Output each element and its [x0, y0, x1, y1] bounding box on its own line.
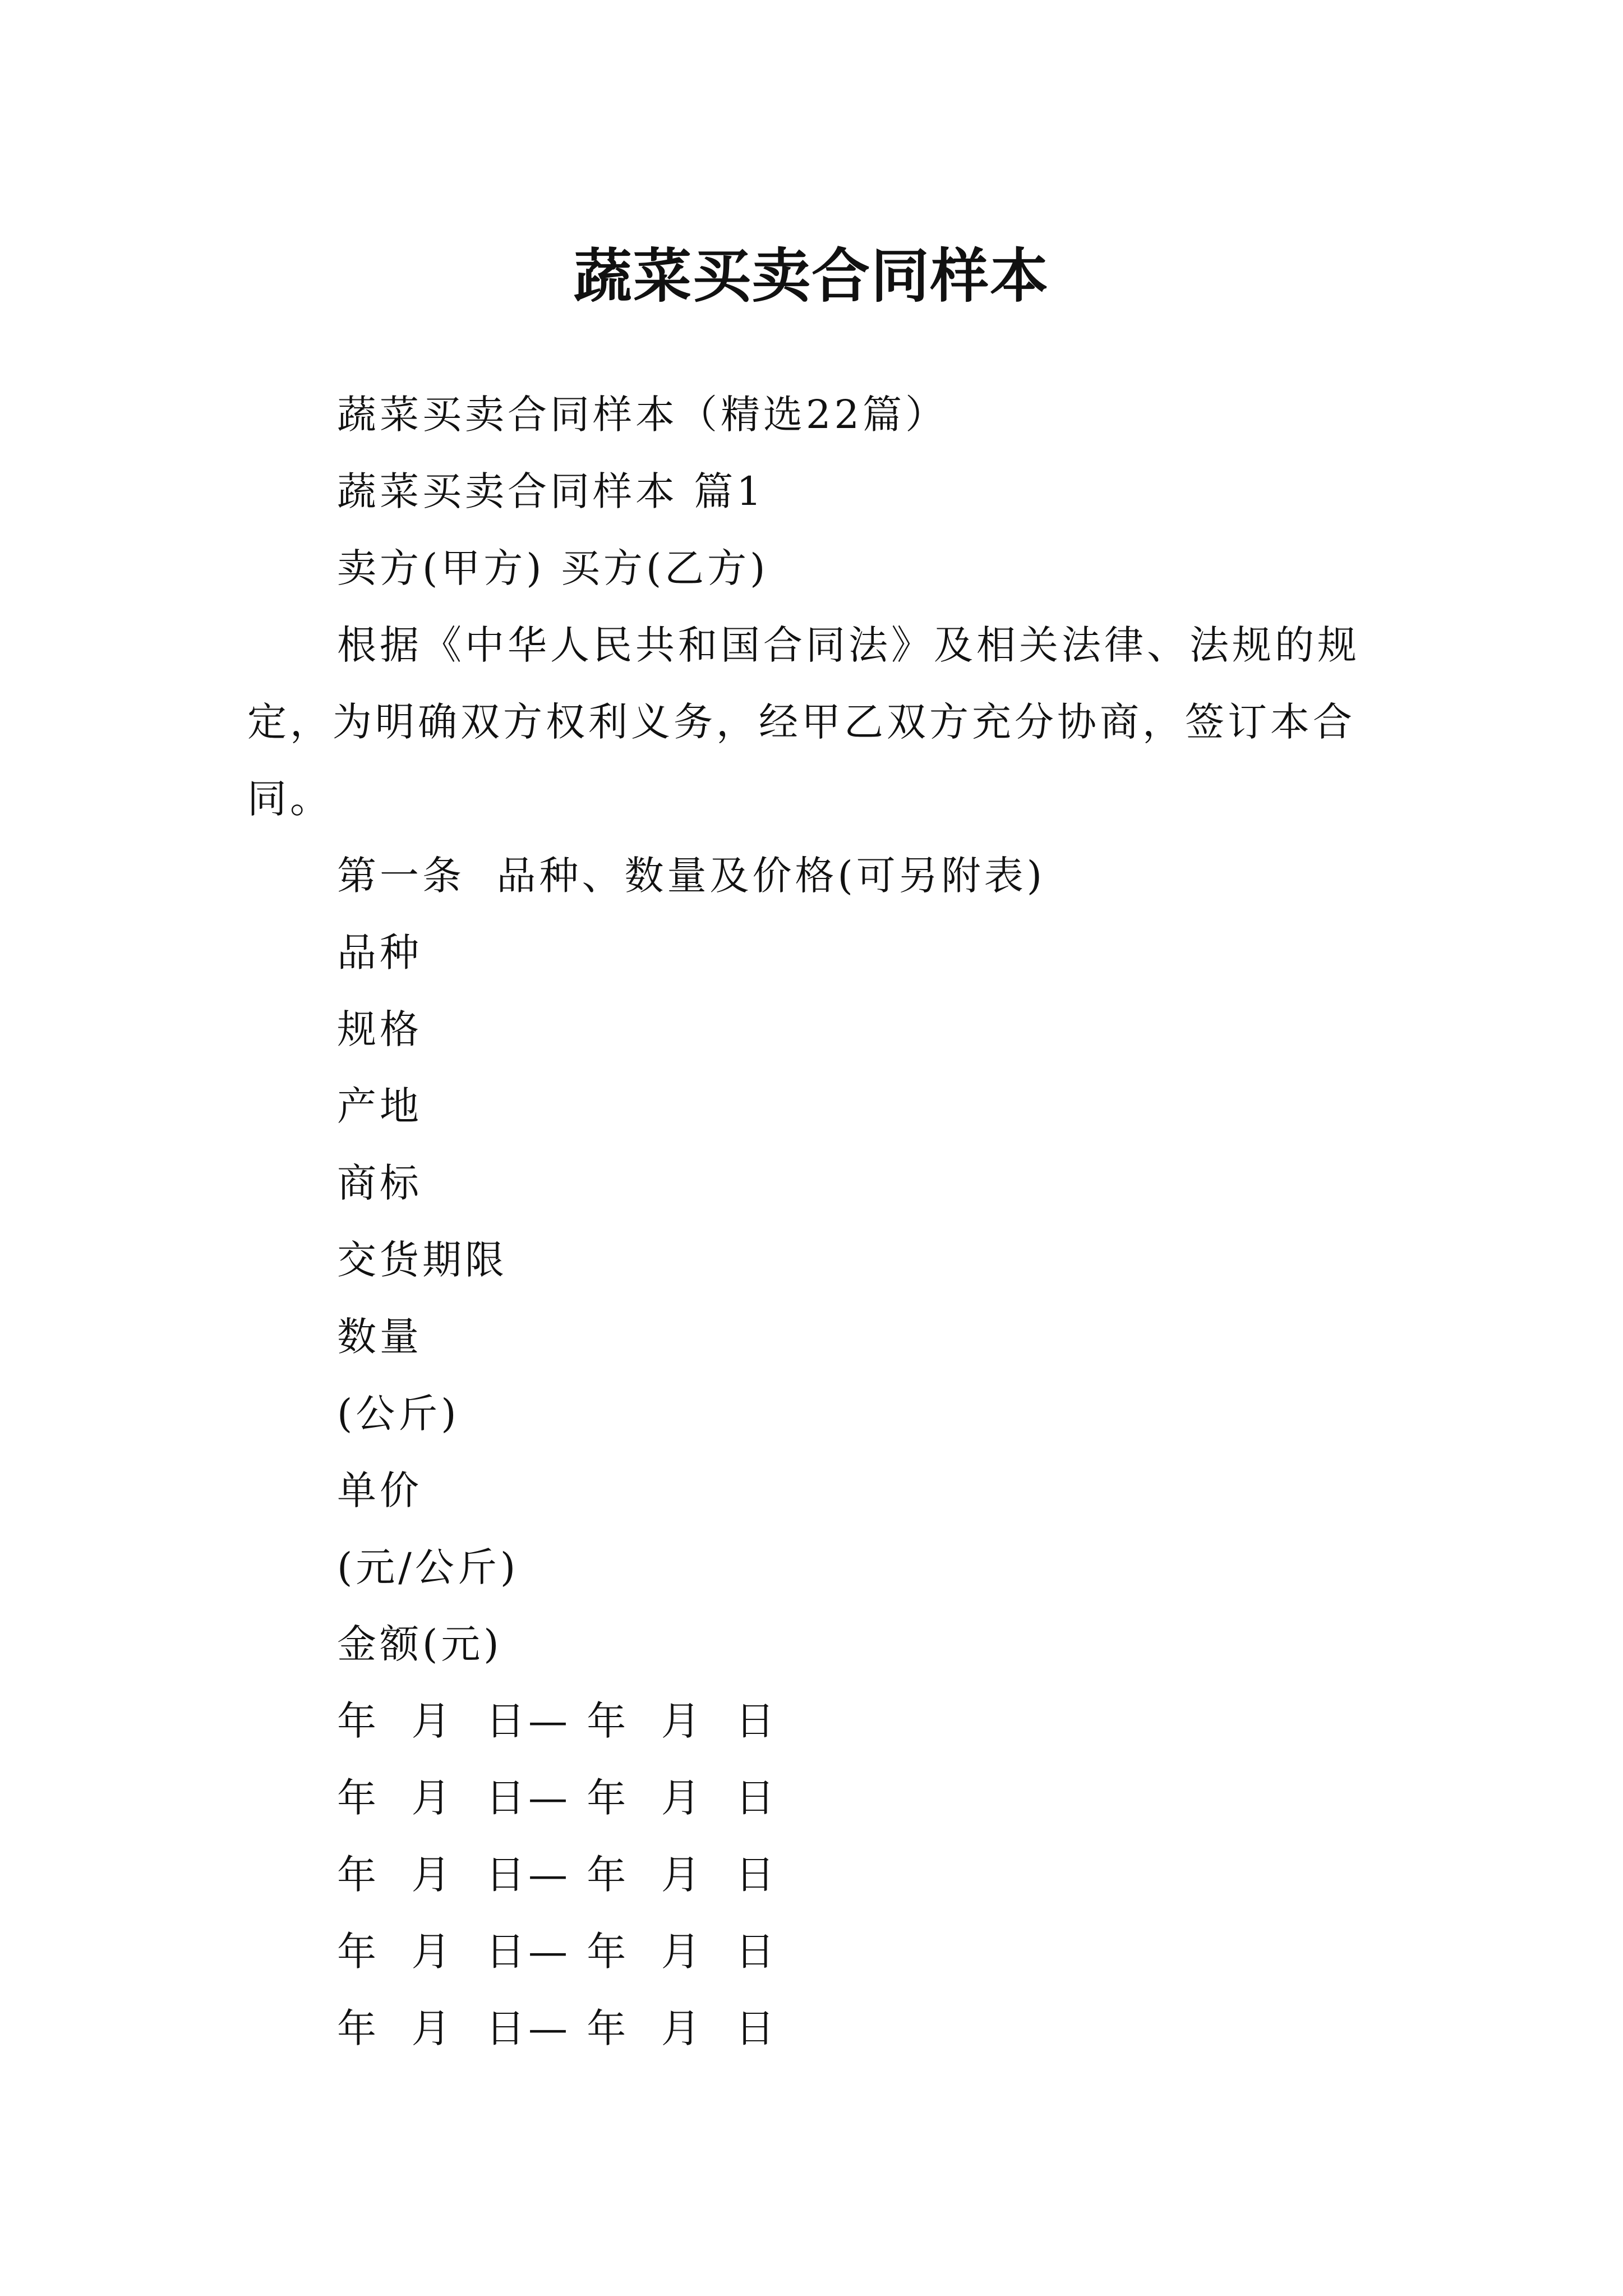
section-heading: 蔬菜买卖合同样本 篇1 [337, 468, 765, 514]
field-trademark: 商标 [337, 1160, 422, 1206]
date-range-line: 年 月 日— 年 月 日 [337, 1852, 778, 1898]
field-unit-price: 单价 [337, 1467, 422, 1513]
date-range-line: 年 月 日— 年 月 日 [337, 1929, 778, 1975]
field-delivery-period: 交货期限 [337, 1237, 508, 1283]
date-range-line: 年 月 日— 年 月 日 [337, 1698, 778, 1744]
preamble-paragraph: 根据《中华人民共和国合同法》及相关法律、法规的规定，为明确双方权利义务，经甲乙双方充分协商，签订本合同。 [247, 622, 1360, 822]
date-range-line: 年 月 日— 年 月 日 [337, 1775, 778, 1821]
field-origin: 产地 [337, 1083, 422, 1129]
field-quantity: 数量 [337, 1314, 422, 1360]
field-unit-price-unit: (元/公斤) [337, 1544, 519, 1590]
date-range-line: 年 月 日— 年 月 日 [337, 2005, 778, 2051]
document-title: 蔬菜买卖合同样本 [573, 241, 1049, 310]
parties-line: 卖方(甲方) 买方(乙方) [337, 545, 769, 591]
article-heading: 第一条 品种、数量及价格(可另附表) [337, 853, 1046, 899]
field-amount: 金额(元) [337, 1621, 502, 1667]
subtitle-line: 蔬菜买卖合同样本（精选22篇） [337, 392, 948, 438]
field-variety: 品种 [337, 930, 422, 976]
field-quantity-unit: (公斤) [337, 1391, 460, 1437]
field-specification: 规格 [337, 1006, 422, 1052]
document-body [247, 376, 1385, 2067]
